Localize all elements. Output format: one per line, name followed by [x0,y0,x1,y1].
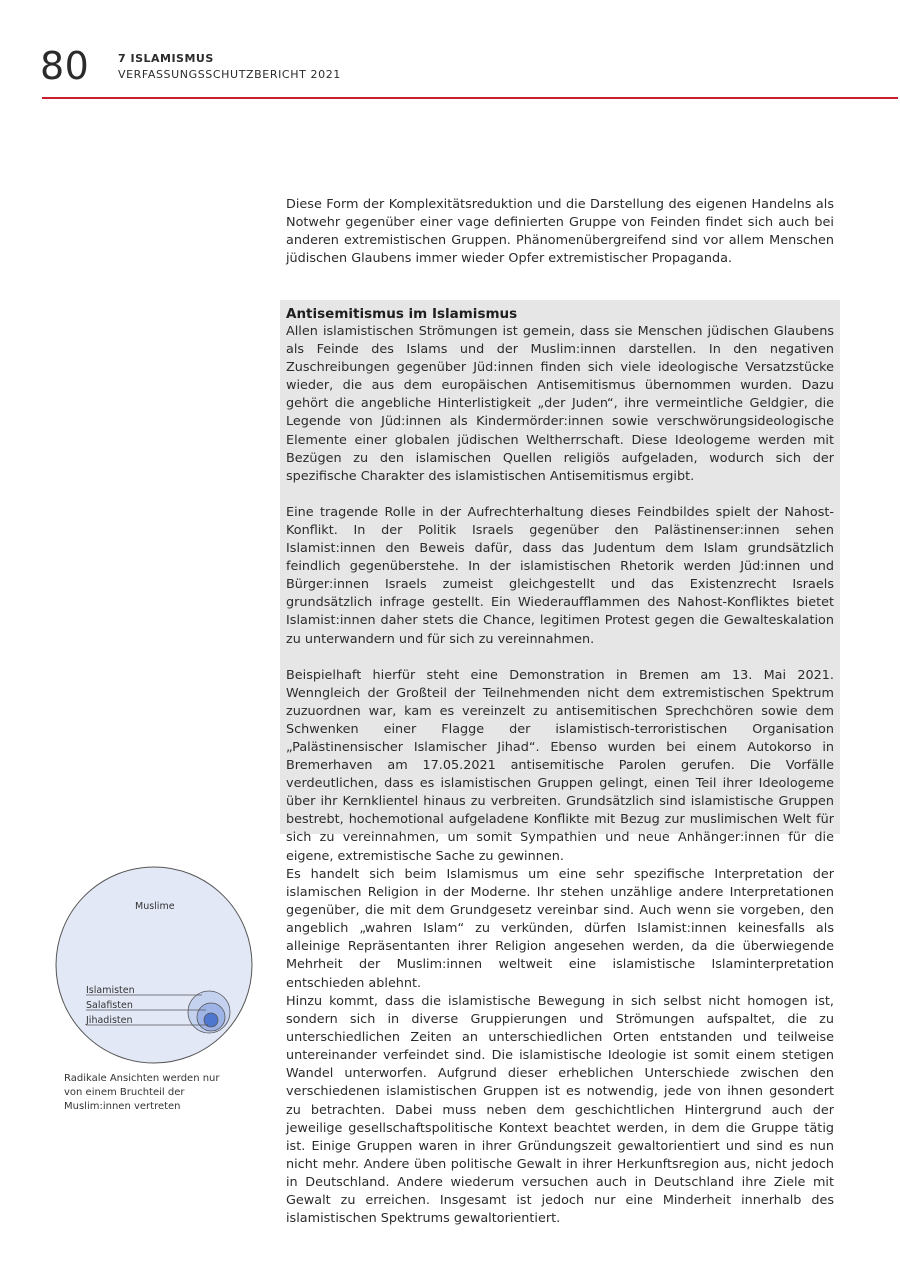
body-paragraph: Hinzu kommt, dass die islamistische Bewegung in sich selbst nicht homogen ist, sondern sich in diverse Gruppierungen und Strömungen aufspaltet, die zu unterschiedlichen Zeiten an unterschiedlichen Orten entstanden und teilweise untereinander verfeindet sind. Die islamistische Ideologie ist somit einem stetigen Wandel unterworfen. Aufgrund dieser erheblichen Unterschiede zwischen den verschiedenen islamistischen Gruppen ist es notwendig, jede von ihnen gesondert zu betrachten. Dabei muss neben dem geschichtlichen Hintergrund auch der jeweilige gesellschaftspolitische Kontext beachtet werden, in dem die Gruppe tätig ist. Einige Gruppen waren in ihrer Gründungszeit gewaltorientiert und sind es nun nicht mehr. Andere üben politische Gewalt in ihrer Herkunftsregion aus, nicht jedoch in Deutschland. Andere wiederum versuchen auch in Deutschland ihre Ziele mit Gewalt zu erreichen. Insgesamt ist jedoch nur eine Minderheit innerhalb des islamistischen Spektrums gewaltorientiert. [286,994,834,1227]
infobox-paragraph: Allen islamistischen Strömungen ist gemein, dass sie Menschen jüdischen Glaubens als Feinde des Islams und der Muslim:innen darstellen. In den negativen Zuschreibungen gegenüber Jüd:innen finden sich viele ideologische Versatzstücke wieder, die aus dem europäischen Antisemitismus übernommen wurden. Dazu gehört die angebliche Hinterlistigkeit „der Juden“, ihre vermeintliche Geldgier, die Legende von Jüd:innen als Kindermörder:innen sowie verschwörungsideologische Elemente einer globalen jüdischen Weltherrschaft. Diese Ideologeme werden mit Bezügen zu den islamischen Quellen religiös aufgeladen, wodurch sich der spezifische Charakter des islamistischen Antisemitismus ergibt. [286,324,834,484]
jihadisten-label: Jihadisten [86,1015,133,1026]
header-divider [42,97,898,99]
salafisten-label: Salafisten [86,1000,133,1011]
page-number: 80 [40,44,90,88]
muslime-label: Muslime [135,901,175,912]
report-title: VERFASSUNGSSCHUTZBERICHT 2021 [118,68,341,81]
islamisten-label: Islamisten [86,985,135,996]
diagram-svg [50,862,260,1072]
intro-paragraph: Diese Form der Komplexitätsreduktion und die Darstellung des eigenen Handelns als Notwehr gegenüber einer vage definierten Gruppe von Feinden findet sich auch bei anderen extremistischen Gruppen. Phänomenübergreifend sind vor allem Menschen jüdischen Glaubens immer wieder Opfer extremistischer Propaganda. [286,197,834,267]
infobox-content [286,305,834,866]
infobox [280,300,840,864]
diagram-caption: Radikale Ansichten werden nur von einem Bruchteil der Muslim:innen vertreten [64,1073,220,1112]
infobox-paragraph: Beispielhaft hierfür steht eine Demonstration in Bremen am 13. Mai 2021. Wenngleich der Großteil der Teilnehmenden nicht dem extremistischen Spektrum zuzuordnen war, kam es vereinzelt zu antisemitischen Sprechchören sowie dem Schwenken einer Flagge der islamistisch-terroristischen Organisation „Palästinensischer Islamischer Jihad“. Ebenso wurden bei einem Autokorso in Bremerhaven am 17.05.2021 antisemitische Parolen gerufen. Die Vorfälle verdeutlichen, dass es islamistischen Gruppen gelingt, einen Teil ihrer Ideologeme über ihr Kernklientel hinaus zu verbreiten. Grundsätzlich sind islamistische Gruppen bestrebt, hochemotional aufgeladene Konflikte mit Bezug zur muslimischen Welt für sich zu vereinnahmen, um somit Sympathien und neue Anhänger:innen für die eigene, extremistische Sache zu gewinnen. [286,667,834,864]
muslime-circle [56,867,252,1063]
body-paragraph: Es handelt sich beim Islamismus um eine sehr spezifische Interpretation der islamischen Religion in der Moderne. Ihr stehen unzählige andere Interpretationen gegenüber, die mit dem Grundgesetz vereinbar sind. Auch wenn sie vorgeben, den angeblich „wahren Islam“ zu verkünden, dürfen Islamist:innen keinesfalls als alleinige Repräsentanten ihrer Religion angesehen werden, da die überwiegende Mehrheit der Muslim:innen weltweit eine islamistische Islaminterpretation entschieden ablehnt. [286,867,834,991]
infobox-title: Antisemitismus im Islamismus [286,306,518,322]
muslim-diagram [50,862,260,1072]
chapter-title: 7 ISLAMISMUS [118,52,214,65]
infobox-paragraph: Eine tragende Rolle in der Aufrechterhaltung dieses Feindbildes spielt der Nahost-Konflikt. In der Politik Israels gegenüber den Palästinenser:innen sehen Islamist:innen den Beweis dafür, dass das Judentum dem Islam grundsätzlich feindlich gegenüberstehe. In der islamistischen Rhetorik werden Jüd:innen und Bürger:innen Israels zumeist gleichgestellt und das Existenzrecht Israels grundsätzlich infrage gestellt. Ein Wiederaufflammen des Nahost-Konfliktes bietet Islamist:innen daher stets die Chance, legitimen Protest gegen die Gewalteskalation zu unterwandern und für sich zu vereinnahmen. [286,504,834,647]
